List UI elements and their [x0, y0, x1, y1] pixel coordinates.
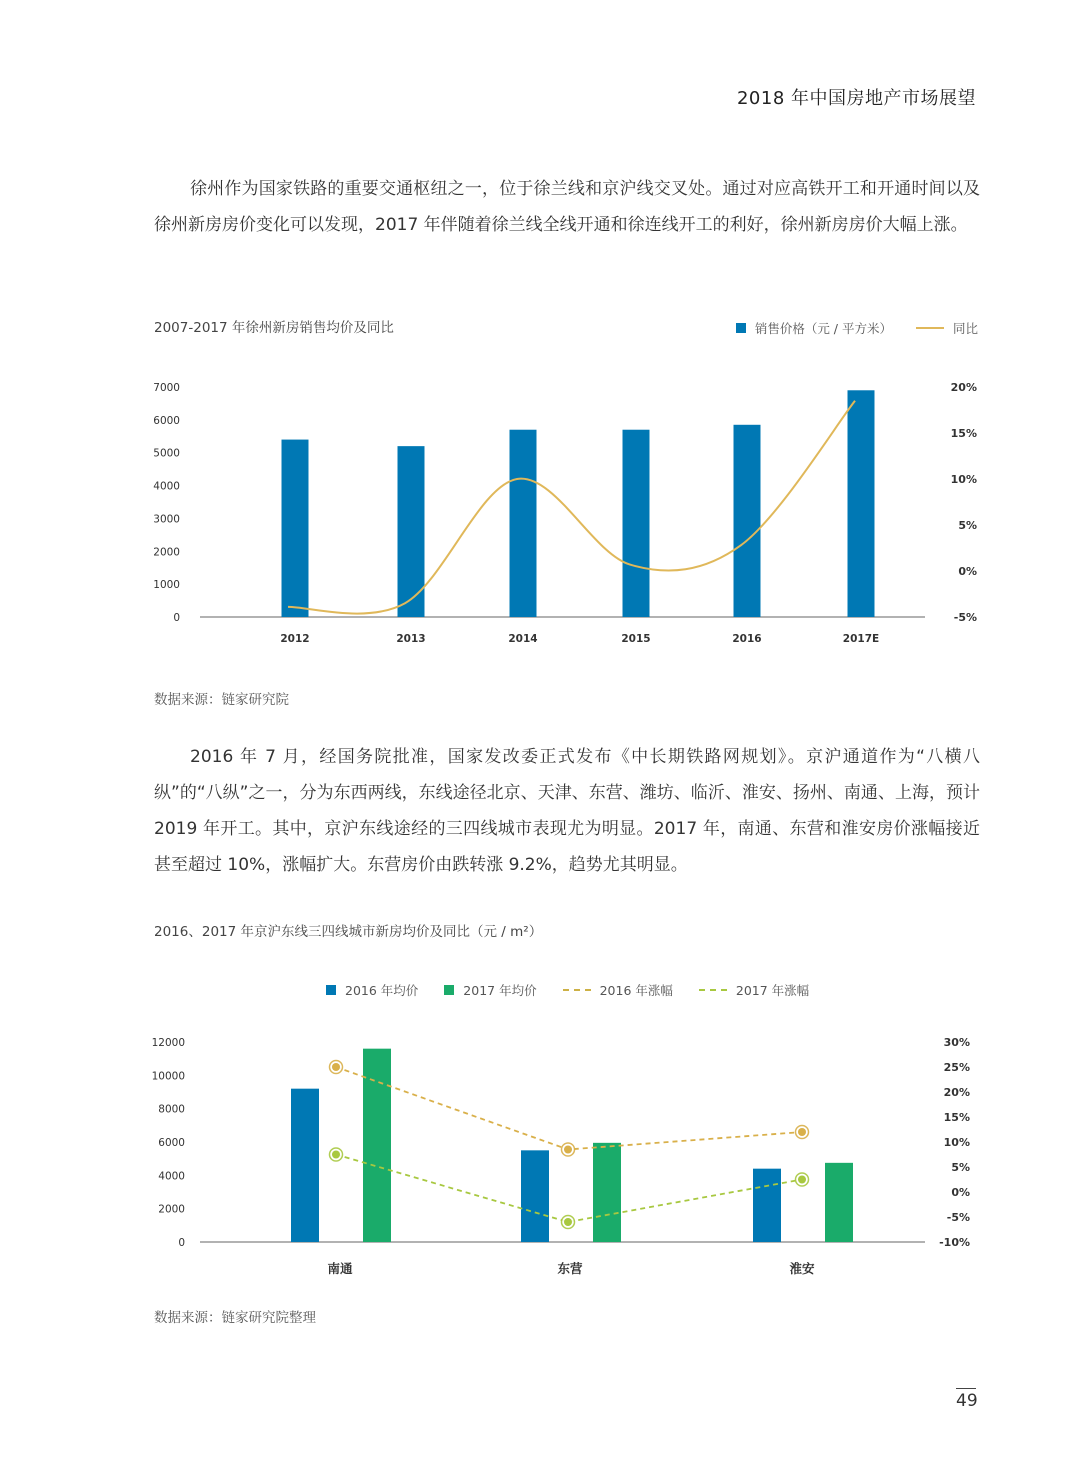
series-line-2016-growth [336, 1067, 802, 1150]
chart1-title: 2007-2017 年徐州新房销售均价及同比 [154, 320, 394, 336]
y2-axis-tick-label: 5% [951, 1161, 970, 1174]
series-line-yoy [288, 401, 855, 614]
point-2017-growth [564, 1218, 572, 1226]
y2-axis-tick-label: 0% [951, 1186, 970, 1199]
x-axis-tick-label: 南通 [327, 1261, 353, 1276]
y-axis-tick-label: 5000 [153, 447, 180, 460]
chart1-xuzhou-price [0, 370, 1080, 660]
y2-axis-tick-label: 0% [958, 565, 977, 578]
page-number: 49 [956, 1388, 976, 1411]
y-axis-tick-label: 0 [173, 612, 180, 624]
legend-label: 2017 年均价 [463, 983, 537, 998]
bar-price [848, 390, 875, 617]
point-2016-growth [798, 1128, 806, 1136]
legend-item-2016-growth [563, 981, 673, 999]
legend-swatch-line [916, 327, 944, 329]
chart2-jinghu-cities [0, 1020, 1080, 1290]
y2-axis-tick-label: -5% [946, 1211, 970, 1224]
legend-label: 2016 年均价 [345, 983, 419, 998]
y2-axis-tick-label: 15% [943, 1111, 970, 1124]
point-2017-growth [798, 1176, 806, 1184]
y-axis-tick-label: 2000 [153, 546, 180, 559]
y-axis-tick-label: 2000 [158, 1203, 185, 1216]
legend-swatch-dashed-line [563, 989, 591, 991]
y-axis-tick-label: 0 [178, 1237, 185, 1249]
paragraph-text: 2016 年 7 月，经国务院批准，国家发改委正式发布《中长期铁路网规划》。京沪通道作为“八横八纵”的“八纵”之一，分为东西两线，东线途径北京、天津、东营、潍坊、临沂、淮安、扬州、南通、上海，预计 2019 年开工。其中，京沪东线途经的三四线城市表现尤为明显。2017 年，南通、东营和淮安房价涨幅接近甚至超过 10%，涨幅扩大。东营房价由跌转涨 9.2%，趋势尤其明显。 [154, 747, 980, 875]
legend-label: 销售价格（元 / 平方米） [754, 321, 892, 336]
legend-item-2017-price [444, 981, 536, 999]
bar-price [623, 430, 650, 617]
x-axis-tick-label: 淮安 [789, 1261, 815, 1276]
y-axis-tick-label: 7000 [153, 382, 180, 394]
y2-axis-tick-label: 20% [943, 1086, 970, 1099]
legend-item-2016-price [326, 981, 418, 999]
chart1-source: 数据来源：链家研究院 [154, 692, 289, 708]
legend-label: 2016 年涨幅 [599, 983, 673, 998]
page-header-title: 2018 年中国房地产市场展望 [736, 88, 976, 109]
y2-axis-tick-label: 20% [950, 381, 977, 394]
bar-price [282, 440, 309, 617]
y-axis-tick-label: 1000 [153, 579, 180, 592]
bar-2016-price [753, 1169, 781, 1242]
y2-axis-tick-label: -10% [939, 1236, 970, 1249]
chart2-legend [326, 981, 809, 999]
bar-2017-price [363, 1049, 391, 1242]
x-axis-tick-label: 东营 [557, 1261, 583, 1276]
x-axis-tick-label: 2016 [732, 633, 762, 645]
y-axis-tick-label: 3000 [153, 513, 180, 526]
legend-swatch-dashed-line [699, 989, 727, 991]
point-2016-growth [564, 1146, 572, 1154]
x-axis-tick-label: 2015 [621, 633, 651, 645]
legend-item-yoy [916, 319, 978, 337]
y2-axis-tick-label: 15% [950, 427, 977, 440]
x-axis-tick-label: 2017E [842, 633, 880, 645]
point-2017-growth [332, 1151, 340, 1159]
bar-price [734, 425, 761, 617]
y2-axis-tick-label: -5% [953, 611, 977, 624]
y2-axis-tick-label: 30% [943, 1036, 970, 1049]
legend-swatch-bar [326, 985, 336, 995]
chart1-legend [736, 319, 978, 337]
bar-price [510, 430, 537, 617]
y-axis-tick-label: 6000 [158, 1137, 185, 1149]
body-paragraph-1 [154, 171, 980, 243]
x-axis-tick-label: 2013 [396, 633, 426, 645]
paragraph-text: 徐州作为国家铁路的重要交通枢纽之一，位于徐兰线和京沪线交叉处。通过对应高铁开工和开通时间以及徐州新房房价变化可以发现，2017 年伴随着徐兰线全线开通和徐连线开工的利好，徐州新房房价大幅上涨。 [154, 179, 980, 235]
y-axis-tick-label: 4000 [153, 480, 180, 493]
bar-2017-price [825, 1163, 853, 1242]
legend-item-price [736, 319, 892, 337]
bar-2016-price [521, 1150, 549, 1242]
legend-label: 2017 年涨幅 [735, 983, 810, 998]
y-axis-tick-label: 4000 [158, 1170, 185, 1183]
legend-item-2017-growth [699, 981, 809, 999]
chart2-title: 2016、2017 年京沪东线三四线城市新房均价及同比（元 / m²） [154, 924, 543, 940]
chart2-source: 数据来源：链家研究院整理 [154, 1310, 316, 1326]
body-paragraph-2 [154, 739, 980, 883]
y2-axis-tick-label: 25% [943, 1061, 970, 1074]
x-axis-tick-label: 2012 [280, 633, 310, 645]
legend-swatch-bar [736, 323, 746, 333]
y-axis-tick-label: 10000 [151, 1070, 185, 1083]
y-axis-tick-label: 6000 [153, 414, 180, 427]
point-2016-growth [332, 1063, 340, 1071]
bar-2017-price [593, 1143, 621, 1242]
y2-axis-tick-label: 5% [958, 519, 977, 532]
bar-2016-price [291, 1089, 319, 1242]
legend-label: 同比 [952, 321, 978, 336]
series-line-2017-growth [336, 1155, 802, 1223]
legend-swatch-bar [444, 985, 454, 995]
y-axis-tick-label: 8000 [158, 1103, 185, 1116]
y2-axis-tick-label: 10% [943, 1136, 970, 1149]
x-axis-tick-label: 2014 [508, 633, 538, 645]
y-axis-tick-label: 12000 [151, 1037, 185, 1049]
y2-axis-tick-label: 10% [950, 473, 977, 486]
